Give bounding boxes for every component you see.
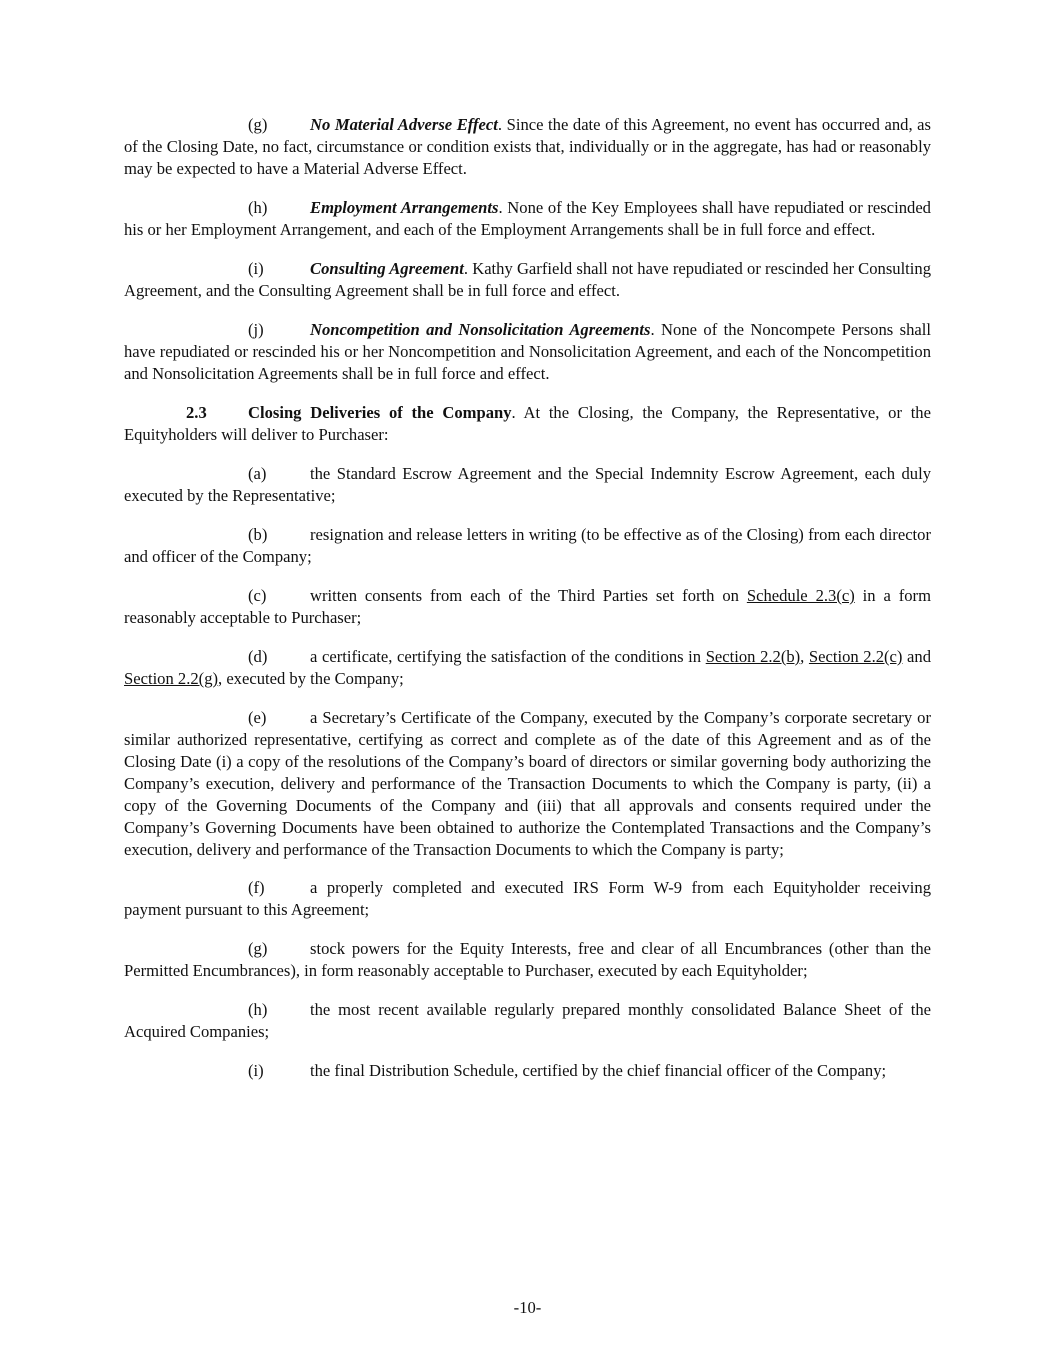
paragraph-text: stock powers for the Equity Interests, free and clear of all Encumbrances (other than the Permitted Encumbrances), in form reasonably acceptable to Purchaser, executed by each Equityholder; (124, 939, 931, 980)
deliverable-i (124, 1060, 931, 1082)
separator-text: and (902, 647, 932, 666)
paragraph-label: (g) (248, 115, 268, 134)
paragraph-label: (i) (248, 259, 264, 278)
paragraph-text: the final Distribution Schedule, certified by the chief financial officer of the Company; (310, 1061, 887, 1080)
deliverable-c (124, 585, 931, 629)
paragraph-g-material-adverse-effect (124, 114, 931, 180)
paragraph-text: a properly completed and executed IRS Form W-9 from each Equityholder receiving payment pursuant to this Agreement; (124, 878, 931, 919)
paragraph-label: (d) (248, 647, 268, 666)
deliverable-b (124, 524, 931, 568)
page-number: -10- (513, 1298, 542, 1317)
document-page (124, 114, 931, 1099)
paragraph-label: (j) (248, 320, 264, 339)
paragraph-text: a certificate, certifying the satisfaction of the conditions in (310, 647, 706, 666)
paragraph-text: the Standard Escrow Agreement and the Special Indemnity Escrow Agreement, each duly executed by the Representative; (124, 464, 931, 505)
deliverable-h (124, 999, 931, 1043)
paragraph-text: . None of the Noncompete Persons shall have repudiated or rescinded his or her Noncompetition and Nonsolicitation Agreement, and each of the Noncompetition and Nonsolicitation Agreements shall be in full force and effect. (124, 320, 931, 383)
paragraph-heading: No Material Adverse Effect (310, 115, 498, 134)
paragraph-text: the most recent available regularly prepared monthly consolidated Balance Sheet of the Acquired Companies; (124, 1000, 931, 1041)
paragraph-text: resignation and release letters in writing (to be effective as of the Closing) from each director and officer of the Company; (124, 525, 931, 566)
paragraph-text: , executed by the Company; (218, 669, 404, 688)
paragraph-label: (a) (248, 464, 267, 483)
paragraph-label: (g) (248, 939, 268, 958)
schedule-reference-link: Schedule 2.3(c) (746, 586, 855, 605)
section-2-3-closing-deliveries (124, 402, 931, 446)
paragraph-text: . None of the Key Employees shall have repudiated or rescinded his or her Employment Arrangement, and each of the Employment Arrangements shall be in full force and effect. (124, 198, 931, 239)
paragraph-heading: Employment Arrangements (310, 198, 499, 217)
paragraph-text: written consents from each of the Third Parties set forth on (310, 586, 747, 605)
paragraph-label: (f) (248, 878, 265, 897)
section-reference-link: Section 2.2(c) (808, 647, 903, 666)
paragraph-text: a Secretary’s Certificate of the Company, executed by the Company’s corporate secretary or similar authorized representative, certifying as correct and complete as of the date of this Agreement and as of the Closing Date (i) a copy of the resolutions of the Company’s board of directors or similar governing body authorizing the Company’s execution, delivery and performance of the Transaction Documents to which the Company is party, (ii) a copy of the Governing Documents of the Company and (iii) that all approvals and consents required under the Company’s Governing Documents have been obtained to authorize the Contemplated Transactions and the Company’s execution, delivery and performance of the Transaction Documents to which the Company is party; (124, 708, 931, 859)
deliverable-a (124, 463, 931, 507)
paragraph-j-noncompetition (124, 319, 931, 385)
section-number: 2.3 (186, 403, 207, 422)
paragraph-text: in a form reasonably acceptable to Purchaser; (124, 586, 931, 627)
paragraph-i-consulting-agreement (124, 258, 931, 302)
paragraph-label: (i) (248, 1061, 264, 1080)
deliverable-g (124, 938, 931, 982)
section-heading: Closing Deliveries of the Company (248, 403, 512, 422)
paragraph-label: (c) (248, 586, 267, 605)
deliverable-d (124, 646, 931, 690)
paragraph-h-employment-arrangements (124, 197, 931, 241)
deliverable-e (124, 707, 931, 861)
paragraph-heading: Noncompetition and Nonsolicitation Agreements (310, 320, 651, 339)
paragraph-text: . Kathy Garfield shall not have repudiated or rescinded her Consulting Agreement, and the Consulting Agreement shall be in full force and effect. (124, 259, 931, 300)
section-reference-link: Section 2.2(b) (705, 647, 801, 666)
paragraph-text: . Since the date of this Agreement, no event has occurred and, as of the Closing Date, no fact, circumstance or condition exists that, individually or in the aggregate, has had or reasonably may be expected to have a Material Adverse Effect. (124, 115, 931, 178)
paragraph-label: (b) (248, 525, 268, 544)
paragraph-label: (e) (248, 708, 267, 727)
deliverable-f (124, 877, 931, 921)
paragraph-label: (h) (248, 198, 268, 217)
paragraph-heading: Consulting Agreement (310, 259, 464, 278)
section-text: . At the Closing, the Company, the Representative, or the Equityholders will deliver to Purchaser: (124, 403, 931, 444)
paragraph-label: (h) (248, 1000, 268, 1019)
separator-text: , (800, 647, 809, 666)
section-reference-link: Section 2.2(g) (124, 669, 219, 688)
